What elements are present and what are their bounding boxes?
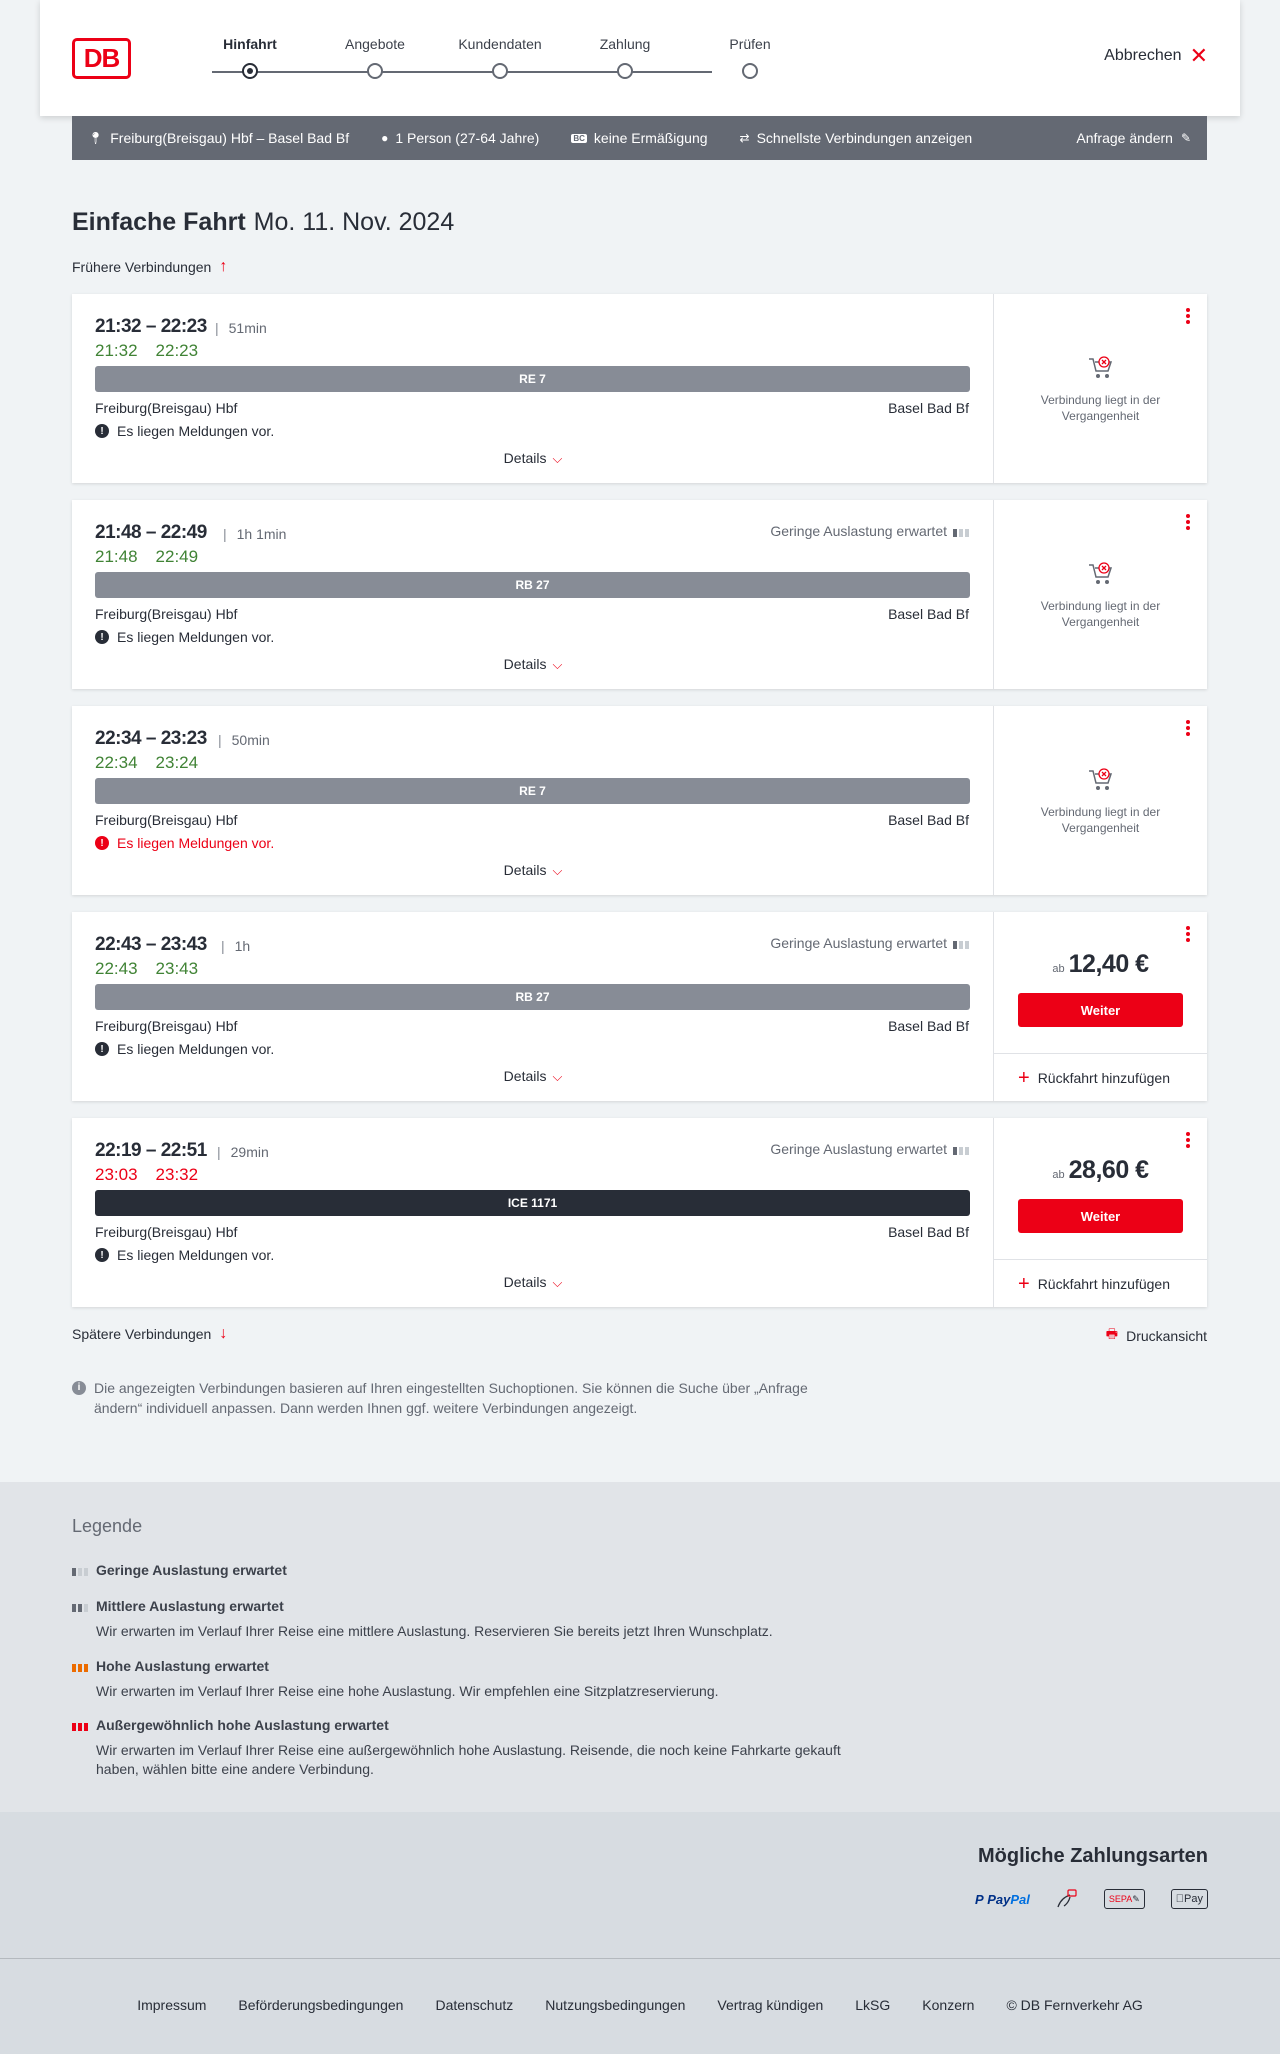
more-options-icon[interactable] bbox=[1185, 720, 1191, 738]
step-zahlung bbox=[570, 34, 680, 79]
departure-station: Freiburg(Breisgau) Hbf bbox=[95, 1018, 238, 1034]
booking-stepper bbox=[190, 34, 771, 84]
realtime-times-delayed bbox=[95, 1165, 216, 1185]
occupancy-low-icon bbox=[72, 1565, 88, 1576]
step-hinfahrt bbox=[195, 34, 305, 79]
occupancy-medium-icon bbox=[72, 1601, 88, 1612]
offer-panel bbox=[994, 912, 1207, 1101]
arrival-station: Basel Bad Bf bbox=[888, 1224, 969, 1240]
arrow-up-icon: ↑ bbox=[219, 258, 228, 275]
past-connection-info bbox=[994, 356, 1207, 424]
fastest-text: Schnellste Verbindungen anzeigen bbox=[756, 130, 973, 146]
close-icon: ✕ bbox=[1189, 43, 1208, 68]
notice bbox=[95, 629, 274, 645]
exclamation-icon: ! bbox=[95, 1248, 109, 1262]
db-logo[interactable]: DB bbox=[72, 38, 131, 79]
discount-text: keine Ermäßigung bbox=[593, 130, 708, 146]
notice bbox=[95, 1247, 274, 1263]
print-label: Druckansicht bbox=[1126, 1328, 1207, 1344]
occupancy-indicator bbox=[770, 523, 969, 539]
realtime-arrival: 22:23 bbox=[155, 341, 199, 360]
page-title bbox=[72, 208, 454, 237]
chevron-down-icon: ⌵ bbox=[552, 863, 563, 878]
more-options-icon[interactable] bbox=[1185, 926, 1191, 944]
step-label: Hinfahrt bbox=[223, 36, 277, 52]
duration: | 50min bbox=[218, 732, 270, 748]
connection-card bbox=[72, 500, 1207, 689]
legend-item-low bbox=[72, 1562, 287, 1578]
chevron-down-icon: ⌵ bbox=[552, 1275, 563, 1290]
footer-copyright: © DB Fernverkehr AG bbox=[1006, 1997, 1143, 2013]
legend-item-desc: Wir erwarten im Verlauf Ihrer Reise eine mittlere Auslastung. Reservieren Sie bereits jetzt Ihren Wunschplatz. bbox=[96, 1623, 773, 1639]
paypal-text-a: Pay bbox=[987, 1891, 1011, 1907]
sepa-direct-debit-icon: SEPA ✎ bbox=[1104, 1889, 1145, 1909]
details-toggle[interactable] bbox=[72, 656, 994, 673]
past-connection-text: Verbindung liegt in der Vergangenheit bbox=[1040, 805, 1161, 835]
trip-type: Einfache Fahrt bbox=[72, 208, 246, 236]
realtime-departure: 22:34 bbox=[95, 753, 138, 772]
payment-methods-title: Mögliche Zahlungsarten bbox=[977, 1845, 1208, 1867]
payment-methods-section bbox=[0, 1812, 1280, 1958]
footer-link-lksg[interactable]: LkSG bbox=[855, 1997, 891, 2013]
summary-fastest bbox=[740, 130, 973, 146]
change-request-label: Anfrage ändern bbox=[1076, 130, 1173, 146]
occupancy-high-icon bbox=[72, 1661, 88, 1672]
step-pruefen bbox=[695, 34, 805, 79]
chevron-down-icon: ⌵ bbox=[552, 657, 563, 672]
planned-times: 21:48 – 22:49 bbox=[95, 522, 207, 543]
change-request-button[interactable] bbox=[1076, 130, 1191, 146]
departure-station: Freiburg(Breisgau) Hbf bbox=[95, 812, 238, 828]
exclamation-icon: ! bbox=[95, 1042, 109, 1056]
step-kundendaten bbox=[445, 34, 555, 79]
printer-icon: 🖶︎ bbox=[1105, 1326, 1119, 1341]
details-toggle[interactable] bbox=[72, 862, 994, 879]
planned-times: 22:19 – 22:51 bbox=[95, 1140, 207, 1161]
bahncard-icon: BC bbox=[573, 133, 585, 143]
planned-times: 22:34 – 23:23 bbox=[95, 728, 207, 749]
details-label: Details bbox=[503, 1274, 547, 1290]
realtime-times bbox=[95, 341, 216, 361]
applepay-text: Pay bbox=[1184, 1893, 1203, 1905]
footer-link-konzern[interactable]: Konzern bbox=[922, 1997, 975, 2013]
footer-link-vertrag-kuendigen[interactable]: Vertrag kündigen bbox=[717, 1997, 824, 2013]
summary-route bbox=[88, 130, 349, 146]
route-text: Freiburg(Breisgau) Hbf – Basel Bad Bf bbox=[110, 130, 350, 146]
offer-panel bbox=[994, 500, 1207, 689]
realtime-departure: 23:03 bbox=[95, 1165, 138, 1184]
realtime-arrival: 23:32 bbox=[155, 1165, 199, 1184]
later-label: Spätere Verbindungen bbox=[72, 1326, 212, 1342]
notice-text: Es liegen Meldungen vor. bbox=[117, 1041, 275, 1057]
add-return-label: Rückfahrt hinzufügen bbox=[1037, 1069, 1170, 1086]
apple-icon bbox=[1176, 1893, 1184, 1905]
more-options-icon[interactable] bbox=[1185, 308, 1191, 326]
cart-unavailable-icon bbox=[1088, 562, 1114, 586]
legend-item-title: Außergewöhnlich hohe Auslastung erwartet bbox=[96, 1717, 389, 1733]
arrival-station: Basel Bad Bf bbox=[888, 812, 969, 828]
chevron-down-icon: ⌵ bbox=[552, 1069, 563, 1084]
occupancy-text: Geringe Auslastung erwartet bbox=[770, 935, 947, 951]
departure-station: Freiburg(Breisgau) Hbf bbox=[95, 606, 238, 622]
arrival-station: Basel Bad Bf bbox=[888, 606, 969, 622]
connection-details[interactable] bbox=[72, 706, 994, 895]
planned-times: 21:32 – 22:23 bbox=[95, 316, 207, 337]
more-options-icon[interactable] bbox=[1185, 1132, 1191, 1150]
notice-text: Es liegen Meldungen vor. bbox=[117, 423, 275, 439]
realtime-departure: 21:32 bbox=[95, 341, 138, 360]
connection-details[interactable] bbox=[72, 1118, 994, 1307]
realtime-departure: 22:43 bbox=[95, 959, 138, 978]
legend-item-desc: Wir erwarten im Verlauf Ihrer Reise eine außergewöhnlich hohe Auslastung. Reisende, die noch keine Fahrkarte gekauft haben, wählen bitte eine andere Verbindung. bbox=[96, 1742, 841, 1777]
occupancy-low-icon bbox=[953, 526, 969, 537]
print-view-link[interactable] bbox=[1106, 1325, 1207, 1347]
step-dot bbox=[242, 63, 258, 79]
info-icon: i bbox=[72, 1381, 86, 1395]
offer-panel bbox=[994, 1118, 1207, 1307]
apple-pay-icon bbox=[1171, 1889, 1208, 1909]
legend-item-medium bbox=[72, 1598, 856, 1641]
price-value: 12,40 € bbox=[1068, 950, 1149, 978]
pencil-icon: ✎ bbox=[1180, 131, 1191, 145]
realtime-departure: 21:48 bbox=[95, 547, 138, 566]
legend-title: Legende bbox=[72, 1516, 143, 1536]
occupancy-text: Geringe Auslastung erwartet bbox=[770, 1141, 947, 1157]
summary-discount bbox=[571, 130, 707, 146]
train-bar: RB 27 bbox=[95, 984, 970, 1010]
details-label: Details bbox=[503, 862, 547, 878]
continue-button[interactable]: Weiter bbox=[1018, 1199, 1183, 1233]
notice-text: Es liegen Meldungen vor. bbox=[117, 1247, 275, 1263]
occupancy-text: Geringe Auslastung erwartet bbox=[770, 523, 947, 539]
more-options-icon[interactable] bbox=[1185, 514, 1191, 532]
earlier-connections-link[interactable] bbox=[72, 258, 227, 276]
step-dot bbox=[367, 63, 383, 79]
earlier-label: Frühere Verbindungen bbox=[72, 259, 212, 275]
arrival-station: Basel Bad Bf bbox=[888, 400, 969, 416]
arrow-down-icon: ↓ bbox=[219, 1325, 228, 1342]
later-connections-link[interactable] bbox=[72, 1325, 227, 1343]
connection-card bbox=[72, 706, 1207, 895]
exclamation-icon: ! bbox=[95, 424, 109, 438]
connection-card bbox=[72, 1118, 1207, 1307]
legend-item-title: Mittlere Auslastung erwartet bbox=[96, 1598, 284, 1614]
connection-details[interactable] bbox=[72, 912, 994, 1101]
step-label: Zahlung bbox=[599, 36, 651, 52]
add-return-trip-button[interactable] bbox=[994, 1053, 1207, 1101]
connection-details[interactable] bbox=[72, 500, 994, 689]
trip-date: Mo. 11. Nov. 2024 bbox=[253, 208, 455, 236]
footer-link-impressum[interactable]: Impressum bbox=[137, 1997, 207, 2013]
step-dot bbox=[617, 63, 633, 79]
price-prefix: ab bbox=[1052, 1169, 1065, 1181]
footer-link-datenschutz[interactable]: Datenschutz bbox=[435, 1997, 514, 2013]
past-connection-text: Verbindung liegt in der Vergangenheit bbox=[1040, 393, 1161, 423]
plus-icon: + bbox=[1018, 1066, 1030, 1089]
realtime-arrival: 22:49 bbox=[155, 547, 199, 566]
legend-item-title: Hohe Auslastung erwartet bbox=[96, 1658, 269, 1674]
occupancy-extreme-icon bbox=[72, 1720, 88, 1731]
realtime-times bbox=[95, 753, 216, 773]
train-bar: RB 27 bbox=[95, 572, 970, 598]
price bbox=[994, 950, 1207, 979]
price-value: 28,60 € bbox=[1068, 1156, 1149, 1184]
notice-text: Es liegen Meldungen vor. bbox=[117, 629, 275, 645]
summary-passengers bbox=[381, 130, 539, 146]
card-payment-icon bbox=[1056, 1889, 1078, 1909]
cancel-button[interactable] bbox=[1104, 43, 1208, 68]
payment-icons bbox=[975, 1889, 1208, 1909]
connection-card bbox=[72, 294, 1207, 483]
train-bar: RE 7 bbox=[95, 778, 970, 804]
notice-warning bbox=[95, 835, 274, 851]
occupancy-indicator bbox=[770, 935, 969, 951]
planned-times: 22:43 – 23:43 bbox=[95, 934, 207, 955]
search-summary-bar bbox=[72, 116, 1207, 160]
legend-section bbox=[0, 1482, 1280, 1812]
person-icon: ● bbox=[381, 131, 389, 145]
duration: | 51min bbox=[215, 320, 267, 336]
header bbox=[40, 0, 1240, 116]
plus-icon: + bbox=[1018, 1272, 1030, 1295]
paypal-icon: P Pay Pal bbox=[974, 1891, 1030, 1907]
step-dot bbox=[492, 63, 508, 79]
occupancy-indicator bbox=[770, 1141, 969, 1157]
realtime-times bbox=[95, 959, 216, 979]
occupancy-low-icon bbox=[953, 1144, 969, 1155]
departure-station: Freiburg(Breisgau) Hbf bbox=[95, 400, 238, 416]
offer-panel bbox=[994, 706, 1207, 895]
past-connection-text: Verbindung liegt in der Vergangenheit bbox=[1040, 599, 1161, 629]
footer-link-befoerderungsbedingungen[interactable]: Beförderungsbedingungen bbox=[238, 1997, 404, 2013]
notice bbox=[95, 1041, 274, 1057]
exclamation-icon: ! bbox=[95, 630, 109, 644]
details-toggle[interactable] bbox=[72, 1068, 994, 1085]
connection-card bbox=[72, 912, 1207, 1101]
train-bar: RE 7 bbox=[95, 366, 970, 392]
legend-item-extreme bbox=[72, 1717, 856, 1779]
past-connection-info bbox=[994, 768, 1207, 836]
cart-unavailable-icon bbox=[1088, 768, 1114, 792]
legend-item-desc: Wir erwarten im Verlauf Ihrer Reise eine hohe Auslastung. Wir empfehlen eine Sitzplatzreservierung. bbox=[96, 1683, 719, 1699]
info-text: Die angezeigten Verbindungen basieren auf Ihren eingestellten Suchoptionen. Sie können die Suche über „Anfrage ändern“ individuell anpassen. Dann werden Ihnen ggf. weitere Verbindungen angezeigt. bbox=[94, 1380, 808, 1416]
exclamation-icon: ! bbox=[95, 836, 109, 850]
notice-text: Es liegen Meldungen vor. bbox=[117, 835, 275, 851]
footer-link-nutzungsbedingungen[interactable]: Nutzungsbedingungen bbox=[545, 1997, 686, 2013]
notice bbox=[95, 423, 274, 439]
step-dot bbox=[742, 63, 758, 79]
offer-panel bbox=[994, 294, 1207, 483]
paypal-text-b: Pal bbox=[1010, 1891, 1030, 1907]
details-label: Details bbox=[503, 1068, 547, 1084]
sepa-text: SEPA bbox=[1108, 1894, 1133, 1904]
add-return-label: Rückfahrt hinzufügen bbox=[1037, 1275, 1170, 1292]
duration: | 29min bbox=[217, 1144, 269, 1160]
add-return-trip-button[interactable] bbox=[994, 1259, 1207, 1307]
passengers-text: 1 Person (27-64 Jahre) bbox=[395, 130, 540, 146]
continue-button[interactable]: Weiter bbox=[1018, 993, 1183, 1027]
details-label: Details bbox=[503, 656, 547, 672]
step-label: Angebote bbox=[345, 36, 405, 52]
footer-nav bbox=[0, 1997, 1280, 2013]
occupancy-low-icon bbox=[953, 938, 969, 949]
step-label: Kundendaten bbox=[458, 36, 542, 52]
swap-arrows-icon: ⇄ bbox=[739, 131, 750, 145]
price bbox=[994, 1156, 1207, 1185]
legend-item-high bbox=[72, 1658, 856, 1701]
duration: | 1h 1min bbox=[223, 526, 286, 542]
details-label: Details bbox=[503, 450, 547, 466]
details-toggle[interactable] bbox=[72, 450, 994, 467]
arrival-station: Basel Bad Bf bbox=[888, 1018, 969, 1034]
step-angebote bbox=[320, 34, 430, 79]
price-prefix: ab bbox=[1052, 963, 1065, 975]
footer bbox=[0, 1958, 1280, 2054]
legend-item-title: Geringe Auslastung erwartet bbox=[96, 1562, 287, 1578]
chevron-down-icon: ⌵ bbox=[552, 451, 563, 466]
search-info-note bbox=[72, 1378, 852, 1418]
realtime-arrival: 23:43 bbox=[155, 959, 199, 978]
train-bar: ICE 1171 bbox=[95, 1190, 970, 1216]
details-toggle[interactable] bbox=[72, 1274, 994, 1291]
realtime-times bbox=[95, 547, 216, 567]
cancel-label: Abbrechen bbox=[1104, 47, 1182, 64]
cart-unavailable-icon bbox=[1088, 356, 1114, 380]
location-pin-icon: 📍︎ bbox=[88, 131, 104, 145]
step-label: Prüfen bbox=[729, 36, 771, 52]
past-connection-info bbox=[994, 562, 1207, 630]
connection-details[interactable] bbox=[72, 294, 994, 483]
realtime-arrival: 23:24 bbox=[155, 753, 199, 772]
departure-station: Freiburg(Breisgau) Hbf bbox=[95, 1224, 238, 1240]
duration: | 1h bbox=[221, 938, 250, 954]
